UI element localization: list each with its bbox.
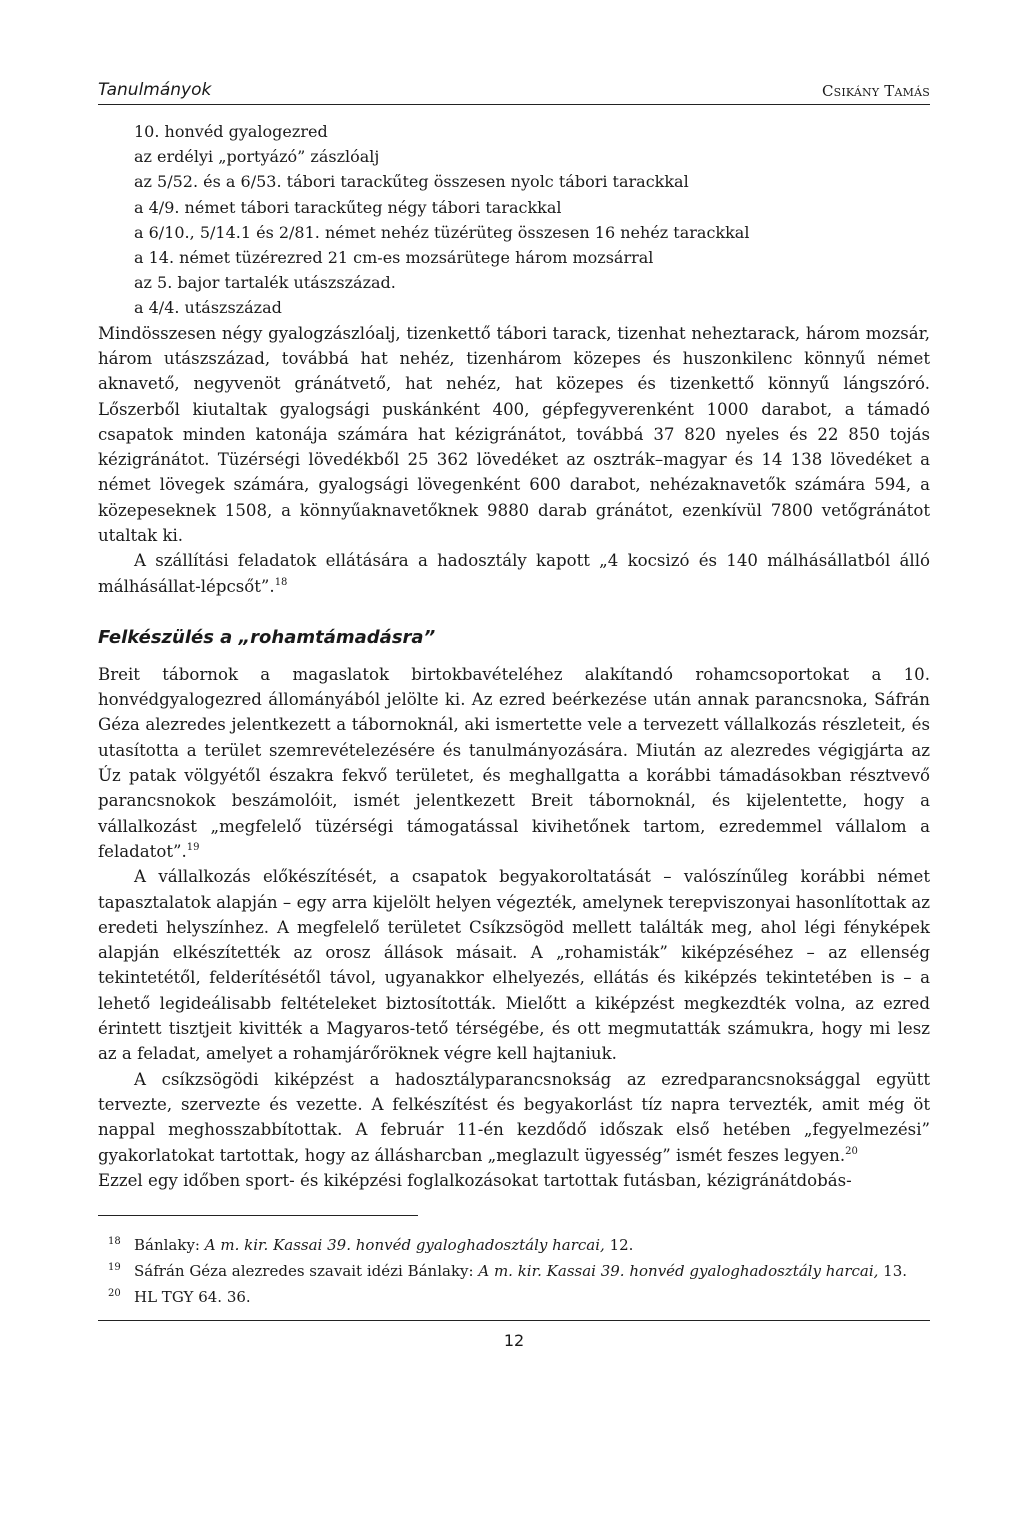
- running-head-title: Tanulmányok: [98, 80, 212, 100]
- footnotes: [98, 1234, 930, 1308]
- list-item: az 5. bajor tartalék utászszázad.: [134, 273, 396, 293]
- footnote-divider: [98, 1215, 418, 1216]
- list-item: a 4/9. német tábori tarackűteg négy tábori tarackkal: [134, 197, 562, 217]
- paragraph-text: A csíkzsögödi kiképzést a hadosztályparancsnokság az ezredparancsnoksággal együtt tervezte, szervezte és vezette. A felkészítést és begyakorlást tíz napra tervezték, amit még öt nappal meghosszabbítottak. A február 11-én kezdődő időszak első hetében „fegyelmezési” gyakorlatokat tartottak, hogy az állásharcban „meglazult ügyesség” ismét feszes legyen.: [98, 1069, 930, 1165]
- page-number: 12: [503, 1331, 525, 1351]
- paragraph-transport: [98, 548, 930, 599]
- section-heading: Felkészülés a „rohamtámadásra”: [98, 626, 436, 648]
- list-item: a 4/4. utászszázad: [134, 298, 282, 318]
- page: [98, 72, 930, 1350]
- footnote-number: 19: [108, 1262, 121, 1274]
- list-item: a 14. német tüzérezred 21 cm-es mozsárütege három mozsárral: [134, 248, 654, 268]
- footnote: [108, 1234, 930, 1256]
- running-head: [98, 72, 930, 105]
- paragraph-breit: [98, 662, 930, 864]
- footnote-number: 20: [108, 1288, 121, 1300]
- unit-list: [98, 119, 930, 321]
- footnote-text: Sáfrán Géza alezredes szavait idézi Bánlaky: A m. kir. Kassai 39. honvéd gyaloghadosztály harcai, 13.: [134, 1262, 908, 1281]
- paragraph-text: Breit tábornok a magaslatok birtokbavételéhez alakítandó rohamcsoportokat a 10. honvédgyalogezred állományából jelölte ki. Az ezred beérkezése után annak parancsnoka, Sáfrán Géza alezredes jelentkezett a tábornoknál, aki ismertette vele a tervezett vállalkozás részleteit, és utasította a terület szemrevételezésére és tanulmányozására. Miután az alezredes végigjárta az Úz patak völgyétől északra fekvő területet, és meghallgatta a korábbi támadásokban résztvevő parancsnokok beszámolóit, ismét jelentkezett Breit tábornoknál, és kijelentette, hogy a vállalkozást „megfelelő tüzérségi támogatással kivihetőnek tartom, ezredemmel vállalom a feladatot”.: [98, 664, 930, 861]
- footnote-text: Bánlaky: A m. kir. Kassai 39. honvéd gyaloghadosztály harcai, 12.: [134, 1236, 634, 1255]
- running-head-author: Csikány Tamás: [821, 82, 930, 100]
- footnote-text: HL TGY 64. 36.: [134, 1288, 251, 1307]
- footnote: [108, 1260, 930, 1282]
- paragraph-training: [98, 1067, 930, 1168]
- footnote-ref[interactable]: 20: [845, 1145, 858, 1157]
- footnote-number: 18: [108, 1236, 121, 1248]
- list-item: az 5/52. és a 6/53. tábori tarackűteg összesen nyolc tábori tarackkal: [134, 172, 689, 192]
- paragraph-preparation: A vállalkozás előkészítését, a csapatok begyakoroltatását – valószínűleg korábbi német tapasztalatok alapján – egy arra kijelölt helyen végezték, amelynek terepviszonyai hasonlítottak az eredeti helyszínhez. A megfelelő területet Csíkzsögöd mellett találták meg, ahol légi fényképek alapján elkészítették az orosz állások másait. A „rohamisták” kiképzéséhez – az ellenség tekintetétől, felderítésétől távol, ugyanakkor elhelyezés, ellátás és kiképzés tekintetében is – a lehető legideálisabb feltételeket biztosították. Mielőtt a kiképzést megkezdték volna, az ezred érintett tisztjeit kivitték a Magyaros-tető térségébe, és ott megmutatták számukra, hogy mi lesz az a feladat, amelyet a rohamjárőröknek végre kell hajtaniuk.: [98, 867, 930, 1064]
- footnote-ref[interactable]: 18: [274, 576, 288, 588]
- list-item: 10. honvéd gyalogezred: [134, 122, 328, 141]
- bottom-divider: [98, 1320, 930, 1321]
- footnote-ref[interactable]: 19: [186, 841, 200, 853]
- footnote: [108, 1286, 930, 1308]
- paragraph-summary: Mindösszesen négy gyalogzászlóalj, tizenkettő tábori tarack, tizenhat neheztarack, három mozsár, három utászszázad, továbbá hat nehéz, tizenhárom közepes és huszonkilenc könnyű német aknavető, negyvenöt gránátvető, hat nehéz, hat közepes és tizenkettő könnyű lángszóró. Lőszerből kiutaltak gyalogsági puskánként 400, gépfegyverenként 1000 darabot, a támadó csapatok minden katonája számára hat kézigránátot, továbbá 37 820 nyeles és 22 850 tojás kézigránátot. Tüzérségi lövedékből 25 362 lövedéket az osztrák–magyar és 14 138 lövedéket a német lövegek számára, gyalogsági lövegenként 600 darabot, nehézaknavetők számára 594, a közepeseknek 1508, a könnyűaknavetőknek 9880 darab gránátot, ezenkívül 7800 vetőgránátot utaltak ki.: [98, 323, 930, 545]
- list-item: a 6/10., 5/14.1 és 2/81. német nehéz tüzérüteg összesen 16 nehéz tarackkal: [134, 222, 750, 242]
- paragraph-text: A szállítási feladatok ellátására a hadosztály kapott „4 kocsizó és 140 málhásállatból álló málhásállat-lépcsőt”.: [98, 551, 930, 596]
- list-item: az erdélyi „portyázó” zászlóalj: [134, 147, 380, 167]
- paragraph-sport: Ezzel egy időben sport- és kiképzési foglalkozásokat tartottak futásban, kézigránátdobás-: [98, 1170, 852, 1190]
